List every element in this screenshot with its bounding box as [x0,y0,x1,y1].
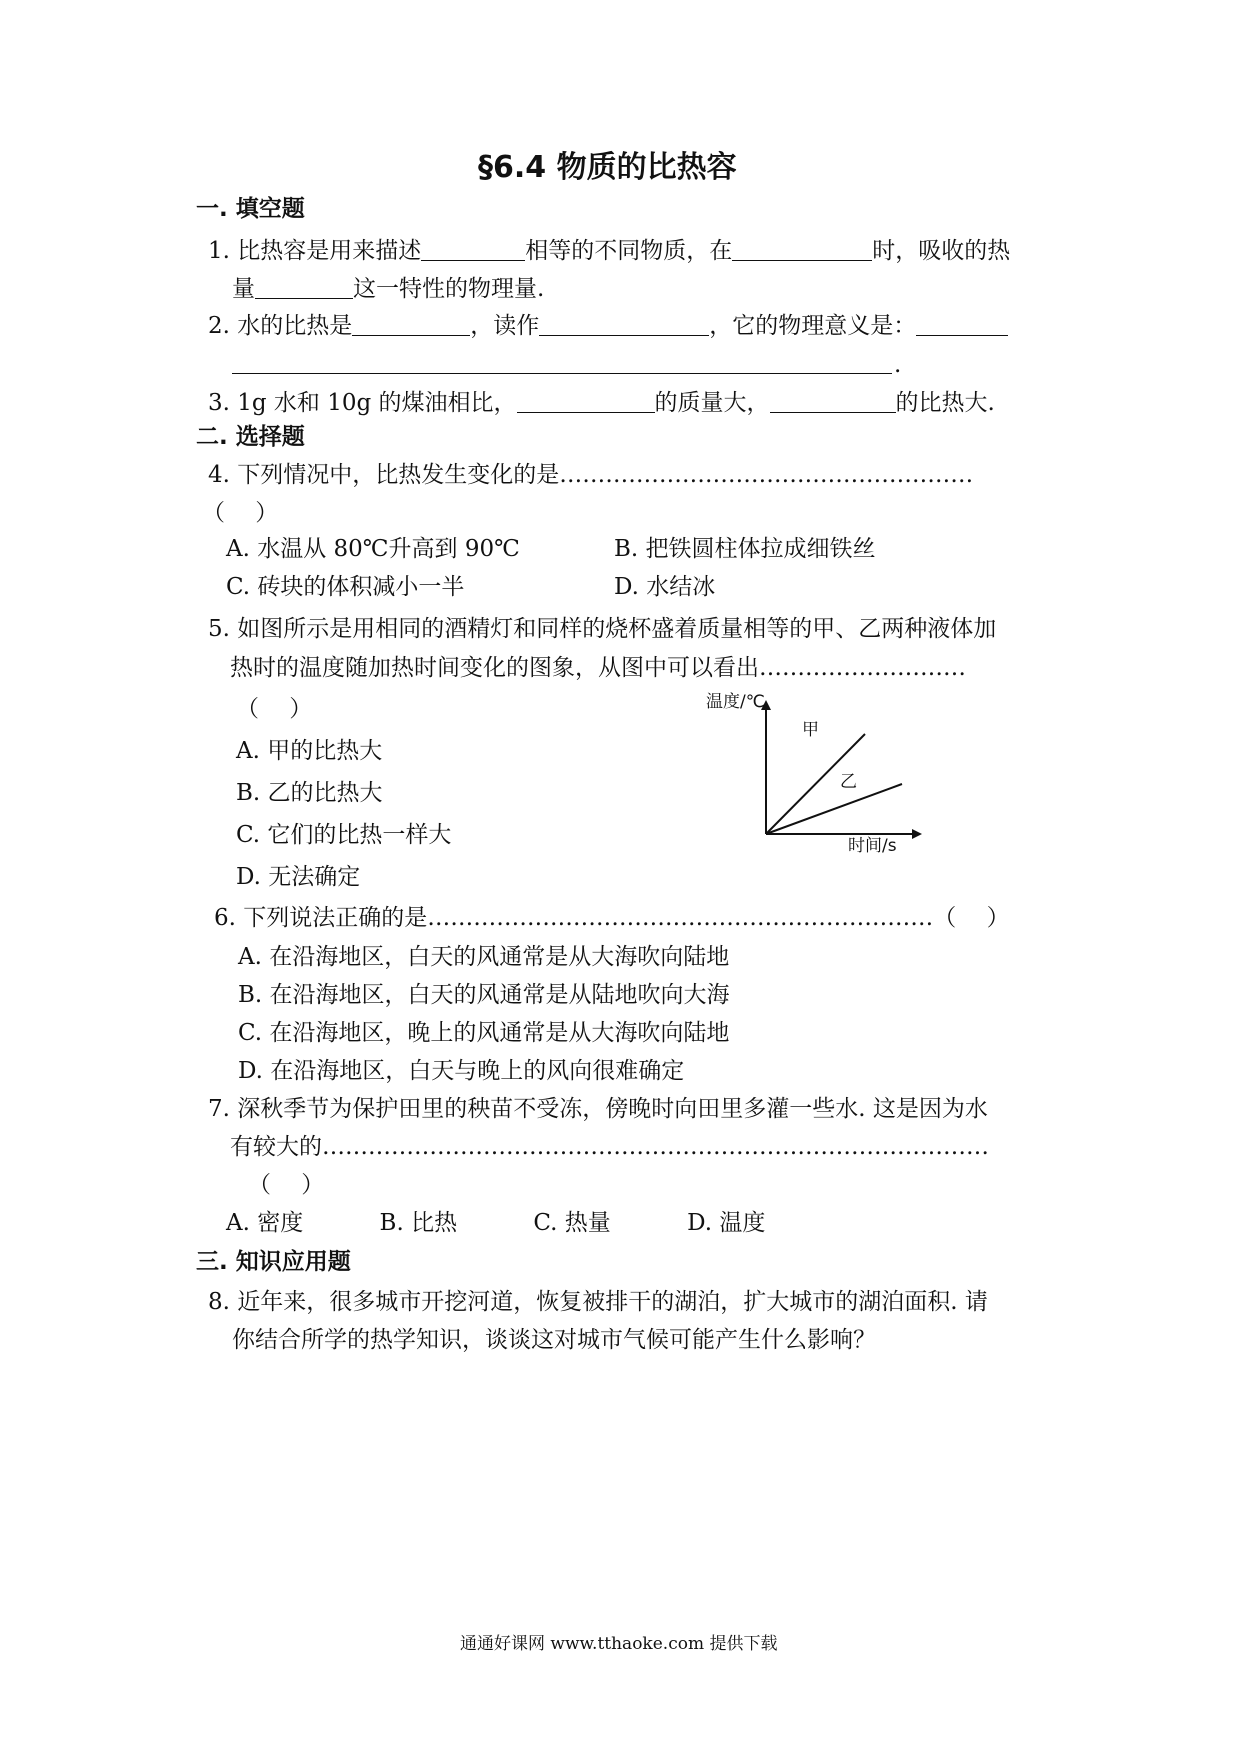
q6-option-d[interactable]: D. 在沿海地区，白天与晚上的风向很难确定 [238,1058,685,1084]
graph-x-label: 时间/s [848,836,897,856]
q7-options[interactable]: A. 密度 B. 比热 C. 热量 D. 温度 [226,1210,766,1236]
question-4-stem: 4. 下列情况中，比热发生变化的是……………………………………………… [208,462,974,488]
q3-text-b: 的质量大， [654,390,770,416]
q1-blank-1[interactable] [421,238,525,261]
q5-option-a[interactable]: A. 甲的比热大 [236,738,383,764]
q2-blank-1[interactable] [352,313,470,336]
question-5-stem-2: 热时的温度随加热时间变化的图象，从图中可以看出……………………… [230,655,966,681]
section-heading-choice: 二. 选择题 [196,424,305,450]
question-3-line-1 [208,390,995,415]
q5-option-c[interactable]: C. 它们的比热一样大 [236,822,452,848]
q2-text-c: ，它的物理意义是： [709,313,917,339]
q4-option-a[interactable]: A. 水温从 80℃升高到 90℃ [226,536,520,562]
q3-blank-2[interactable] [770,390,896,413]
q4-option-d[interactable]: D. 水结冰 [614,574,716,600]
q1-text-b: 相等的不同物质，在 [525,238,733,264]
graph-label-yi: 乙 [840,772,857,792]
question-8-line-2: 你结合所学的热学知识，谈谈这对城市气候可能产生什么影响？ [232,1327,876,1353]
q6-option-a[interactable]: A. 在沿海地区，白天的风通常是从大海吹向陆地 [238,944,730,970]
q4-option-b[interactable]: B. 把铁圆柱体拉成细铁丝 [614,536,876,562]
q6-option-b[interactable]: B. 在沿海地区，白天的风通常是从陆地吹向大海 [238,982,730,1008]
section-heading-application: 三. 知识应用题 [196,1249,351,1275]
q1-text-a: 1. 比热容是用来描述 [208,238,422,264]
line-yi [766,784,902,834]
q5-option-b[interactable]: B. 乙的比热大 [236,780,383,806]
question-2-line-1 [208,313,1008,338]
q1-text-e: 这一特性的物理量. [353,276,545,302]
q6-option-c[interactable]: C. 在沿海地区，晚上的风通常是从大海吹向陆地 [238,1020,730,1046]
question-6-stem: 6. 下列说法正确的是…………………………………………………………（ ） [214,905,1010,931]
graph-label-jia: 甲 [802,720,819,740]
question-8-line-1: 8. 近年来，很多城市开挖河道，恢复被排干的湖泊，扩大城市的湖泊面积. 请 [208,1289,988,1315]
graph-y-label: 温度/℃ [706,692,765,712]
footer-credit: 通通好课网 www.tthaoke.com 提供下载 [460,1634,778,1654]
question-1-line-1 [208,238,1010,263]
q1-blank-3[interactable] [255,276,353,299]
question-5-paren[interactable]: （ ） [236,696,313,722]
question-7-paren[interactable]: （ ） [248,1172,325,1198]
q1-blank-2[interactable] [732,238,872,261]
q1-text-c: 时，吸收的热 [872,238,1011,264]
question-7-stem-1: 7. 深秋季节为保护田里的秧苗不受冻，傍晚时向田里多灌一些水. 这是因为水 [208,1096,988,1122]
page-title: §6.4 物质的比热容 [478,150,737,185]
q3-text-c: 的比热大. [895,390,995,416]
question-4-paren[interactable]: （ ） [202,500,279,526]
section-heading-fill-blank: 一. 填空题 [196,196,305,222]
q3-blank-1[interactable] [517,390,655,413]
q3-text-a: 3. 1g 水和 10g 的煤油相比， [208,390,517,416]
q2-answer-line[interactable] [232,373,892,374]
q2-text-a: 2. 水的比热是 [208,313,353,339]
q2-blank-3[interactable] [916,313,1008,336]
question-7-stem-2: 有较大的…………………………………………………………………………… [230,1134,989,1160]
q2-period: . [894,352,902,378]
q2-text-b: ，读作 [470,313,540,339]
q5-option-d[interactable]: D. 无法确定 [236,864,361,890]
q1-text-d: 量 [232,276,255,302]
question-5-stem-1: 5. 如图所示是用相同的酒精灯和同样的烧杯盛着质量相等的甲、乙两种液体加 [208,616,997,642]
question-1-line-2 [232,276,544,301]
q4-option-c[interactable]: C. 砖块的体积减小一半 [226,574,465,600]
q2-blank-2[interactable] [539,313,709,336]
